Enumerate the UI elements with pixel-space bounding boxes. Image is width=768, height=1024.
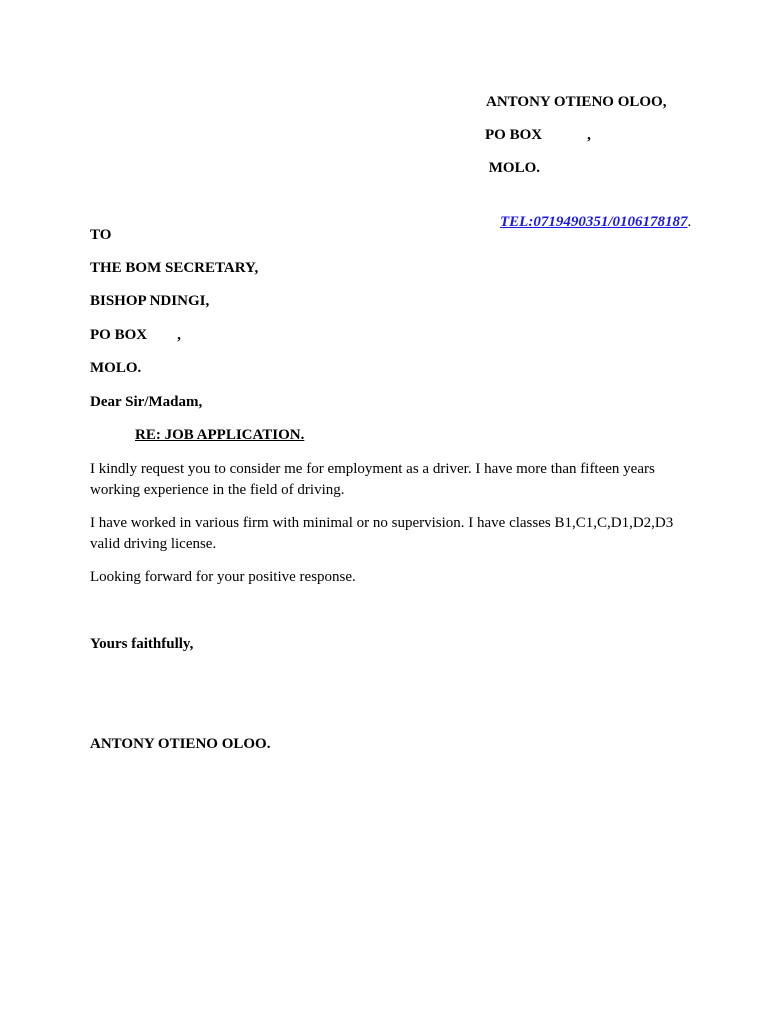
body-paragraph-2: I have worked in various firm with minimal or no supervision. I have classes B1,C1,C,D1,D2,D3 valid driving license. <box>90 515 674 552</box>
sender-town: MOLO. <box>485 160 540 176</box>
recipient-town: MOLO. <box>90 360 142 376</box>
sender-telephone <box>485 191 691 254</box>
recipient-title: THE BOM SECRETARY, <box>90 260 259 276</box>
signature-name: ANTONY OTIENO OLOO. <box>90 736 271 752</box>
recipient-school: BISHOP NDINGI, <box>90 293 210 309</box>
body-paragraph-1: I kindly request you to consider me for employment as a driver. I have more than fifteen years working experience in the field of driving. <box>90 461 655 498</box>
body-paragraph-3: Looking forward for your positive response. <box>90 569 356 585</box>
recipient-po-box: PO BOX , <box>90 327 181 343</box>
telephone-suffix: . <box>687 214 692 230</box>
telephone-link[interactable]: TEL:0719490351/0106178187 <box>500 214 688 230</box>
closing: Yours faithfully, <box>90 636 194 652</box>
sender-po-box: PO BOX , <box>485 127 591 143</box>
recipient-to: TO <box>90 227 112 243</box>
subject-line: RE: JOB APPLICATION. <box>135 427 305 443</box>
salutation: Dear Sir/Madam, <box>90 394 203 410</box>
sender-name: ANTONY OTIENO OLOO, <box>486 94 667 110</box>
